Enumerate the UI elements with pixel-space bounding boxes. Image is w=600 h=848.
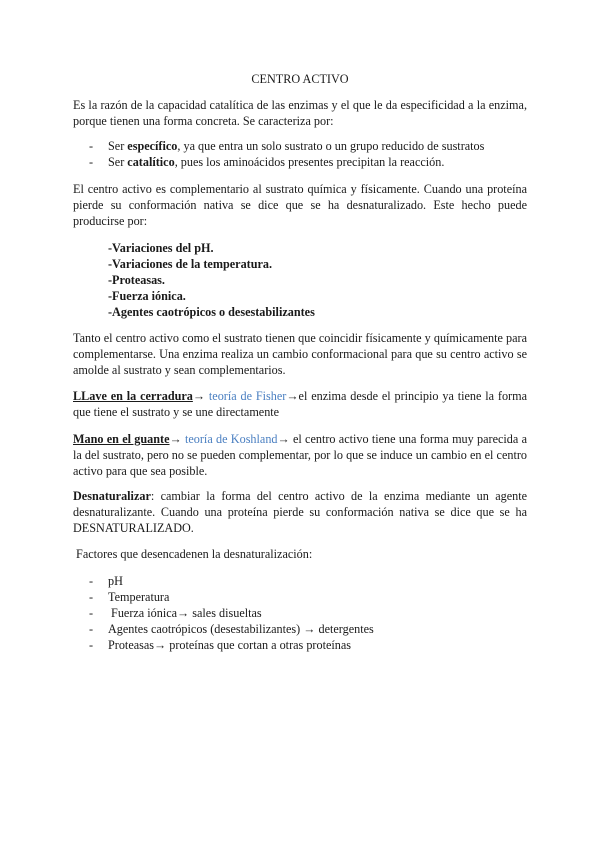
denaturalize-text: : cambiar la forma del centro activo de la enzima mediante un agente desnaturalizante. Cuando una proteína pierde su conformación nativa se dice que se ha DESNATURALIZADO.: [73, 489, 527, 535]
arrow: →: [277, 432, 293, 446]
feature-text: , ya que entra un solo sustrato o un grupo reducido de sustratos: [177, 139, 485, 153]
denaturalize-paragraph: [73, 488, 527, 536]
factor-text: Temperatura: [108, 590, 170, 604]
intro-paragraph: Es la razón de la capacidad catalítica de las enzimas y el que le da especificidad a la enzima, porque tienen una forma concreta. Se caracteriza por:: [73, 98, 527, 128]
feature-prefix: Ser: [108, 155, 128, 169]
factors-heading: Factores que desencadenen la desnaturalización:: [73, 547, 313, 561]
factor-text: Agentes caotrópicos (desestabilizantes) → detergentes: [108, 622, 374, 636]
causes-list: [108, 240, 315, 320]
feature-prefix: Ser: [108, 139, 128, 153]
lock-key-term: LLave en la cerradura: [73, 389, 193, 403]
page-title: CENTRO ACTIVO: [251, 72, 349, 86]
features-list: [89, 138, 484, 170]
list-item: [89, 589, 374, 605]
fisher-link[interactable]: teoría de Fisher: [208, 389, 287, 403]
factor-text: Proteasas→ proteínas que cortan a otras proteínas: [108, 638, 351, 652]
bullet-dash: -: [89, 622, 94, 636]
arrow: →: [192, 389, 209, 403]
list-item: -Variaciones de la temperatura.: [108, 257, 273, 271]
factor-text: Fuerza iónica→ sales disueltas: [108, 606, 262, 620]
koshland-link[interactable]: teoría de Koshland: [184, 432, 278, 446]
lock-key-paragraph: [73, 388, 527, 420]
bullet-dash: -: [89, 574, 94, 588]
feature-bold: catalítico: [127, 155, 175, 169]
factor-text: pH: [108, 574, 123, 588]
coincidence-paragraph: Tanto el centro activo como el sustrato tienen que coincidir físicamente y químicamente para complementarse. Una enzima realiza un cambio conformacional para que su centro activo se amolde al sustrato y sean complementarios.: [73, 331, 527, 377]
arrow: →: [169, 432, 185, 446]
feature-bold: específico: [127, 139, 178, 153]
list-item: -Agentes caotrópicos o desestabilizantes: [108, 305, 315, 319]
list-item: [89, 138, 484, 154]
arrow: →: [286, 389, 299, 403]
denaturalize-term: Desnaturalizar: [73, 489, 151, 503]
list-item: -Variaciones del pH.: [108, 241, 214, 255]
list-item: [89, 637, 374, 653]
bullet-dash: -: [89, 155, 94, 169]
lock-key-text: el enzima desde el principio ya tiene la forma que tiene el sustrato y se une directamente: [73, 389, 527, 419]
complementary-paragraph: El centro activo es complementario al sustrato química y físicamente. Cuando una proteína pierde su conformación nativa se dice que se ha desnaturalizado. Este hecho puede producirse por:: [73, 182, 527, 228]
feature-text: , pues los aminoácidos presentes precipitan la reacción.: [174, 155, 445, 169]
list-item: [89, 573, 374, 589]
list-item: [89, 154, 484, 170]
list-item: -Fuerza iónica.: [108, 289, 186, 303]
hand-glove-text: el centro activo tiene una forma muy parecida a la del sustrato, pero no se pueden complementar, por lo que se induce un cambio en el centro activo para que sea posible.: [73, 432, 527, 478]
hand-glove-term: Mano en el guante: [73, 432, 170, 446]
list-item: [89, 605, 374, 621]
bullet-dash: -: [89, 139, 94, 153]
bullet-dash: -: [89, 638, 94, 652]
factors-list: [89, 573, 374, 653]
list-item: [89, 621, 374, 637]
bullet-dash: -: [89, 590, 94, 604]
bullet-dash: -: [89, 606, 94, 620]
hand-glove-paragraph: [73, 431, 527, 479]
list-item: -Proteasas.: [108, 273, 165, 287]
